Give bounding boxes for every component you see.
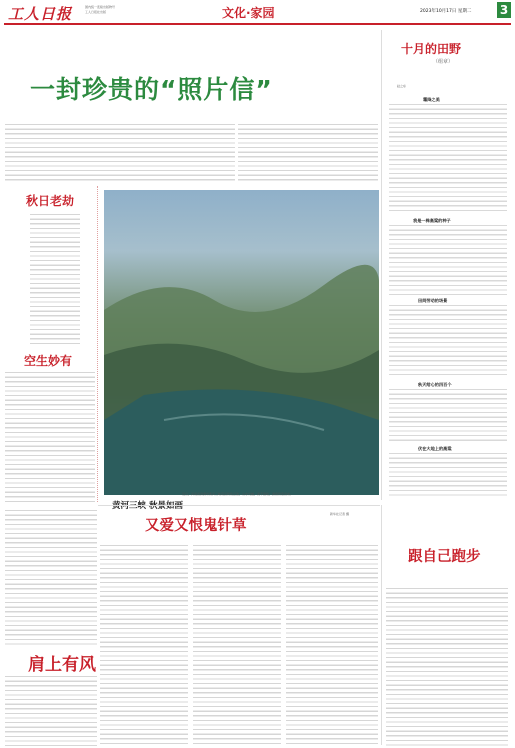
- poem2-body: [5, 372, 95, 502]
- mid-article-body-1: [100, 545, 188, 745]
- lower-left-title: 肩上有风: [28, 655, 96, 675]
- masthead: [0, 0, 515, 22]
- left-column-divider: [97, 186, 98, 502]
- intro-article: [5, 124, 235, 184]
- photo-scene: [104, 190, 379, 495]
- right-lower-divider: [381, 505, 382, 745]
- middle-divider: [98, 505, 380, 506]
- poem1-title: 秋日老劫: [26, 194, 75, 208]
- photo-credit: 新华社记者 摄: [330, 512, 349, 516]
- mid-article-body-3: [286, 545, 378, 745]
- masthead-line-1: 国内统一连续出版物号: [85, 5, 116, 9]
- photo-caption-title: [112, 493, 183, 512]
- main-title-text: 一封珍贵的“照片信”: [30, 75, 273, 104]
- poem-column-subtitle: （组章）: [433, 59, 454, 65]
- masthead-line-2: 工人日报社出版: [85, 10, 107, 14]
- lower-left-body: [5, 676, 97, 746]
- section-title: 文化·家园: [222, 6, 275, 20]
- poem-body-4: [389, 389, 507, 443]
- issue-date: 2023年10月17日 星期二: [420, 9, 472, 14]
- poem-column-divider: [381, 30, 382, 500]
- landscape-photo: [104, 190, 379, 495]
- main-title: [30, 70, 380, 106]
- page-number: 3: [499, 3, 509, 17]
- intro-article-2: [238, 124, 378, 184]
- photo-caption-title-text: 黄河三峡 秋景如画: [112, 501, 183, 511]
- poem-heading-1: 霜降之美: [423, 97, 440, 102]
- lower-left-body-b: [5, 510, 97, 645]
- poem-heading-4: 秋天给心的四百个: [418, 382, 452, 387]
- poem-column-title: 十月的田野: [401, 42, 462, 56]
- lower-right-title: 跟自己跑步: [408, 548, 481, 565]
- masthead-rule: [4, 23, 511, 25]
- poem-column: [383, 30, 511, 500]
- lower-right-body: [386, 588, 508, 746]
- poem-body-1: [389, 104, 507, 214]
- mid-article-title: 又爱又恨鬼针草: [145, 517, 247, 534]
- poem-heading-3: 田间劳动的场景: [418, 298, 448, 303]
- mid-article-body-2: [193, 545, 281, 745]
- poem-body-3: [389, 305, 507, 377]
- poem-heading-2: 我是一株高粱的种子: [413, 218, 451, 223]
- poem-body-2: [389, 225, 507, 295]
- poem1-body: [30, 214, 80, 344]
- photo-caption: 近日，河南省济源市黄河三峡景区秋色正浓，山水交融，美不胜收，游客纷至沓来。: [182, 492, 294, 496]
- poem-body-5: [389, 453, 507, 498]
- poem-heading-5: 伏在大地上的高粱: [418, 446, 452, 451]
- page-number-badge: [497, 2, 511, 18]
- newspaper-logo: 工人日报: [8, 5, 73, 23]
- poem-author: 赵之东: [397, 84, 407, 88]
- poem2-title: 空生妙有: [24, 354, 73, 368]
